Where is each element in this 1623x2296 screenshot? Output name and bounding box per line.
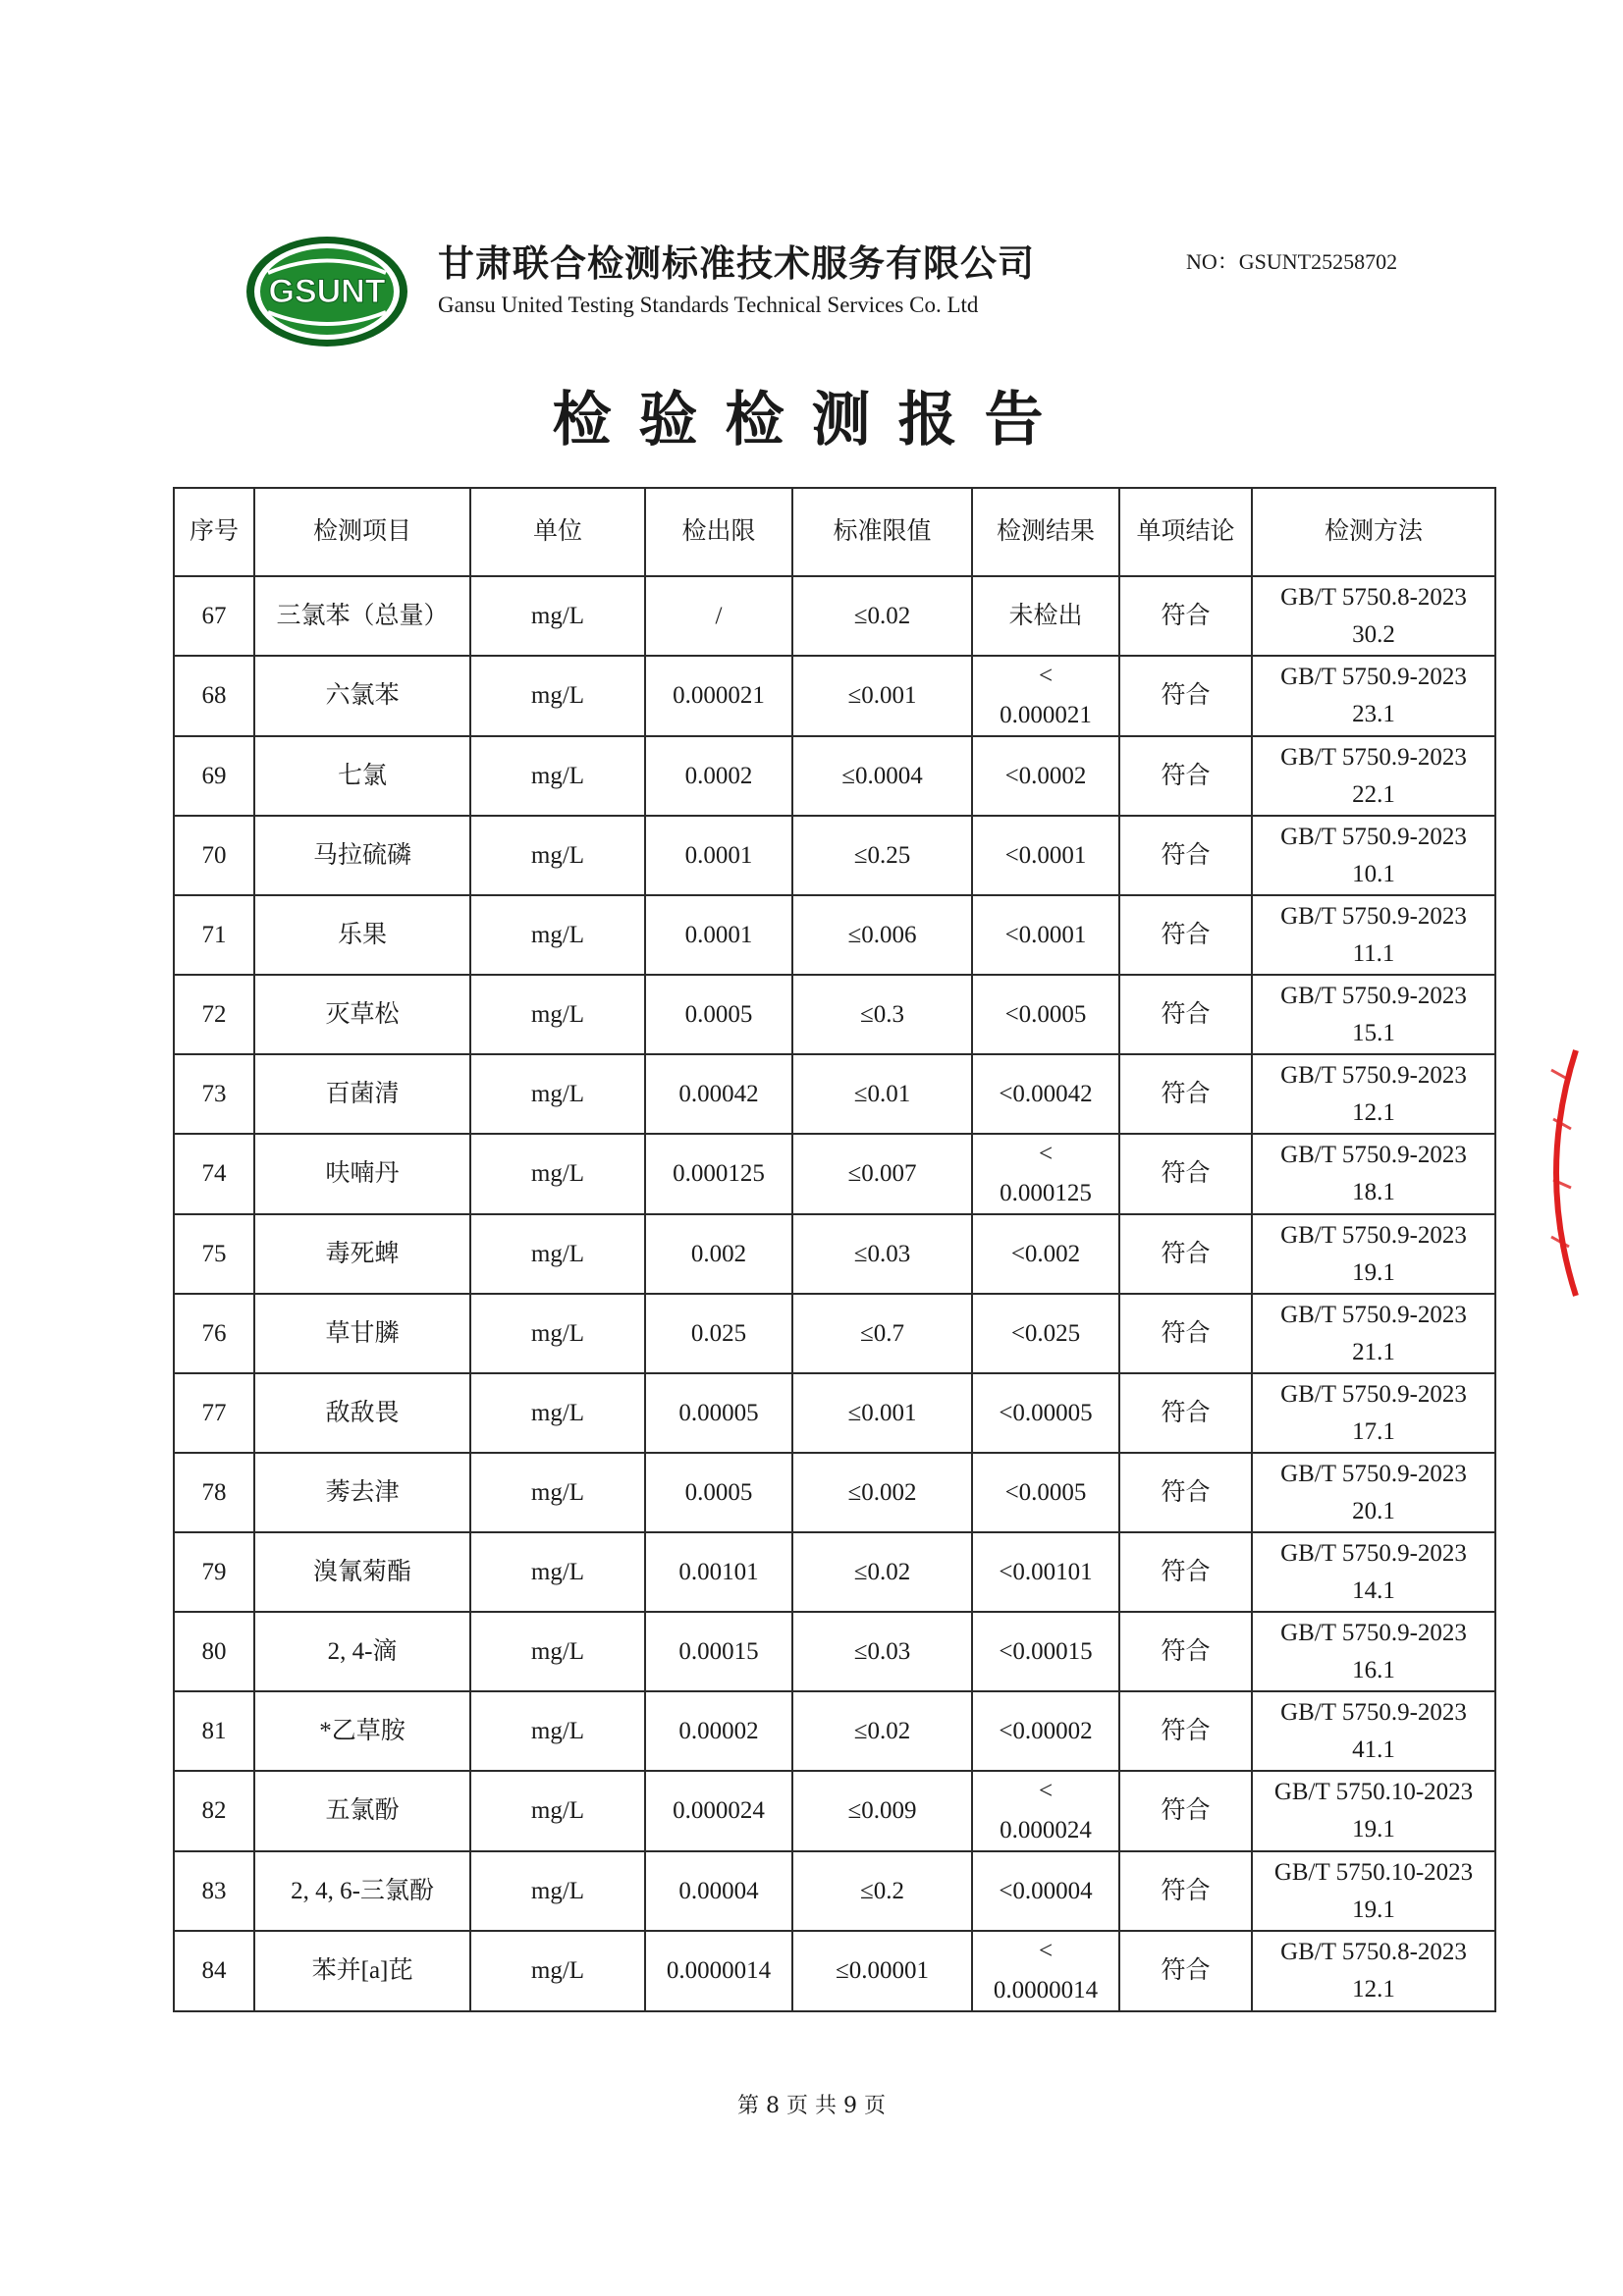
- cell-no: 79: [174, 1532, 254, 1612]
- cell-std-limit: ≤0.00001: [792, 1931, 972, 2011]
- table-row: [174, 1691, 1495, 1771]
- cell-unit: mg/L: [470, 1612, 645, 1691]
- cell-std-limit: ≤0.01: [792, 1054, 972, 1134]
- cell-result: < 0.000021: [972, 656, 1119, 736]
- cell-conclusion: 符合: [1119, 1453, 1252, 1532]
- header-no: 序号: [174, 488, 254, 576]
- cell-item: 2, 4, 6-三氯酚: [254, 1851, 470, 1931]
- method-standard: GB/T 5750.9-2023: [1280, 664, 1467, 690]
- cell-unit: mg/L: [470, 1373, 645, 1453]
- method-clause: 30.2: [1352, 620, 1395, 648]
- cell-conclusion: 符合: [1119, 1054, 1252, 1134]
- cell-method: [1252, 1851, 1495, 1931]
- table-header-row: [174, 488, 1495, 576]
- cell-unit: mg/L: [470, 1532, 645, 1612]
- method-standard: GB/T 5750.9-2023: [1280, 1061, 1467, 1089]
- cell-detect-limit: 0.00042: [645, 1054, 792, 1134]
- method-clause: 18.1: [1352, 1179, 1395, 1205]
- cell-unit: mg/L: [470, 736, 645, 816]
- cell-std-limit: ≤0.02: [792, 1532, 972, 1612]
- method-standard: GB/T 5750.10-2023: [1273, 1779, 1474, 1805]
- table-row: [174, 895, 1495, 975]
- header-unit: 单位: [470, 488, 645, 576]
- method-standard: GB/T 5750.9-2023: [1280, 1301, 1467, 1328]
- cell-no: 74: [174, 1134, 254, 1214]
- cell-no: 82: [174, 1771, 254, 1851]
- cell-std-limit: ≤0.02: [792, 1691, 972, 1771]
- cell-unit: mg/L: [470, 1691, 645, 1771]
- cell-no: 73: [174, 1054, 254, 1134]
- report-header: [243, 234, 1432, 351]
- cell-result: <0.025: [972, 1294, 1119, 1373]
- cell-unit: mg/L: [470, 1134, 645, 1214]
- cell-method: [1252, 1294, 1495, 1373]
- cell-item: 毒死蜱: [254, 1214, 470, 1294]
- method-clause: 16.1: [1352, 1656, 1395, 1683]
- cell-std-limit: ≤0.3: [792, 975, 972, 1054]
- cell-detect-limit: 0.0005: [645, 1453, 792, 1532]
- cell-method: [1252, 1771, 1495, 1851]
- logo-text: GSUNT: [268, 273, 386, 310]
- method-clause: 19.1: [1352, 1258, 1395, 1286]
- cell-result: < 0.000125: [972, 1134, 1119, 1214]
- method-clause: 20.1: [1352, 1497, 1395, 1524]
- cell-std-limit: ≤0.7: [792, 1294, 972, 1373]
- cell-item: 呋喃丹: [254, 1134, 470, 1214]
- cell-unit: mg/L: [470, 1851, 645, 1931]
- red-seal-stamp: [1532, 1041, 1581, 1306]
- cell-item: 草甘膦: [254, 1294, 470, 1373]
- report-title: 检验检测报告: [552, 386, 1071, 454]
- cell-no: 68: [174, 656, 254, 736]
- cell-no: 78: [174, 1453, 254, 1532]
- method-standard: GB/T 5750.10-2023: [1273, 1858, 1474, 1886]
- method-clause: 19.1: [1352, 1816, 1395, 1842]
- cell-unit: mg/L: [470, 816, 645, 895]
- table-body: [174, 576, 1495, 2011]
- table-row: [174, 1931, 1495, 2011]
- cell-conclusion: 符合: [1119, 1134, 1252, 1214]
- cell-method: [1252, 1532, 1495, 1612]
- method-clause: 12.1: [1352, 1976, 1395, 2002]
- header-method: 检测方法: [1252, 488, 1495, 576]
- cell-item: 溴氰菊酯: [254, 1532, 470, 1612]
- cell-item: 灭草松: [254, 975, 470, 1054]
- method-clause: 22.1: [1352, 780, 1395, 808]
- cell-conclusion: 符合: [1119, 1851, 1252, 1931]
- cell-unit: mg/L: [470, 895, 645, 975]
- cell-unit: mg/L: [470, 1054, 645, 1134]
- cell-no: 69: [174, 736, 254, 816]
- cell-item: 三氯苯（总量）: [254, 576, 470, 656]
- cell-unit: mg/L: [470, 576, 645, 656]
- method-clause: 23.1: [1352, 701, 1395, 727]
- cell-result: <0.00002: [972, 1691, 1119, 1771]
- method-standard: GB/T 5750.9-2023: [1280, 1460, 1467, 1487]
- cell-std-limit: ≤0.001: [792, 656, 972, 736]
- cell-unit: mg/L: [470, 1453, 645, 1532]
- cell-method: [1252, 1691, 1495, 1771]
- cell-item: 七氯: [254, 736, 470, 816]
- cell-detect-limit: 0.00004: [645, 1851, 792, 1931]
- table-row: [174, 576, 1495, 656]
- cell-conclusion: 符合: [1119, 1373, 1252, 1453]
- cell-detect-limit: /: [645, 576, 792, 656]
- cell-no: 83: [174, 1851, 254, 1931]
- cell-method: [1252, 975, 1495, 1054]
- cell-detect-limit: 0.00002: [645, 1691, 792, 1771]
- cell-std-limit: ≤0.0004: [792, 736, 972, 816]
- cell-item: 苯并[a]芘: [254, 1931, 470, 2011]
- cell-no: 84: [174, 1931, 254, 2011]
- cell-detect-limit: 0.000024: [645, 1771, 792, 1851]
- cell-item: 六氯苯: [254, 656, 470, 736]
- report-number: NO：GSUNT25258702: [1186, 249, 1398, 274]
- cell-conclusion: 符合: [1119, 1691, 1252, 1771]
- table-row: [174, 816, 1495, 895]
- cell-detect-limit: 0.000021: [645, 656, 792, 736]
- cell-detect-limit: 0.002: [645, 1214, 792, 1294]
- cell-conclusion: 符合: [1119, 1294, 1252, 1373]
- table-row: [174, 1373, 1495, 1453]
- cell-unit: mg/L: [470, 1931, 645, 2011]
- cell-conclusion: 符合: [1119, 1612, 1252, 1691]
- cell-conclusion: 符合: [1119, 576, 1252, 656]
- company-name-cn: 甘肃联合检测标准技术服务有限公司: [438, 241, 1035, 285]
- method-clause: 12.1: [1352, 1098, 1395, 1126]
- cell-detect-limit: 0.0001: [645, 895, 792, 975]
- method-clause: 21.1: [1352, 1338, 1395, 1365]
- method-clause: 15.1: [1352, 1019, 1395, 1046]
- cell-conclusion: 符合: [1119, 656, 1252, 736]
- cell-detect-limit: 0.025: [645, 1294, 792, 1373]
- header-result: 检测结果: [972, 488, 1119, 576]
- table-row: [174, 656, 1495, 736]
- cell-std-limit: ≤0.2: [792, 1851, 972, 1931]
- cell-unit: mg/L: [470, 1294, 645, 1373]
- cell-method: [1252, 816, 1495, 895]
- cell-result: <0.0001: [972, 816, 1119, 895]
- method-standard: GB/T 5750.9-2023: [1280, 982, 1467, 1009]
- cell-conclusion: 符合: [1119, 975, 1252, 1054]
- header-conclusion: 单项结论: [1119, 488, 1252, 576]
- cell-conclusion: 符合: [1119, 1931, 1252, 2011]
- cell-std-limit: ≤0.001: [792, 1373, 972, 1453]
- method-standard: GB/T 5750.9-2023: [1280, 1221, 1467, 1249]
- table-row: [174, 1851, 1495, 1931]
- table-row: [174, 736, 1495, 816]
- method-standard: GB/T 5750.8-2023: [1280, 583, 1467, 611]
- method-clause: 11.1: [1352, 939, 1395, 967]
- cell-result: <0.0005: [972, 975, 1119, 1054]
- cell-method: [1252, 1373, 1495, 1453]
- cell-no: 76: [174, 1294, 254, 1373]
- table-row: [174, 1612, 1495, 1691]
- cell-item: 莠去津: [254, 1453, 470, 1532]
- cell-item: 百菌清: [254, 1054, 470, 1134]
- cell-std-limit: ≤0.03: [792, 1214, 972, 1294]
- table-row: [174, 1532, 1495, 1612]
- cell-unit: mg/L: [470, 1214, 645, 1294]
- cell-item: 2, 4-滴: [254, 1612, 470, 1691]
- method-clause: 14.1: [1352, 1576, 1395, 1604]
- table-row: [174, 975, 1495, 1054]
- table-row: [174, 1294, 1495, 1373]
- cell-no: 72: [174, 975, 254, 1054]
- table-row: [174, 1134, 1495, 1214]
- cell-no: 81: [174, 1691, 254, 1771]
- method-clause: 17.1: [1352, 1417, 1395, 1445]
- header-item: 检测项目: [254, 488, 470, 576]
- company-name-en: Gansu United Testing Standards Technical Services Co. Ltd: [438, 293, 979, 317]
- cell-result: <0.0005: [972, 1453, 1119, 1532]
- page-number: 第 8 页 共 9 页: [737, 2094, 886, 2118]
- cell-result: <0.00042: [972, 1054, 1119, 1134]
- cell-conclusion: 符合: [1119, 1532, 1252, 1612]
- cell-item: 敌敌畏: [254, 1373, 470, 1453]
- cell-item: 五氯酚: [254, 1771, 470, 1851]
- cell-detect-limit: 0.0002: [645, 736, 792, 816]
- method-standard: GB/T 5750.9-2023: [1280, 1142, 1467, 1168]
- method-standard: GB/T 5750.8-2023: [1280, 1939, 1467, 1965]
- cell-detect-limit: 0.000125: [645, 1134, 792, 1214]
- cell-detect-limit: 0.0005: [645, 975, 792, 1054]
- cell-detect-limit: 0.00015: [645, 1612, 792, 1691]
- cell-conclusion: 符合: [1119, 1214, 1252, 1294]
- cell-result: <0.0001: [972, 895, 1119, 975]
- cell-method: [1252, 1612, 1495, 1691]
- method-standard: GB/T 5750.9-2023: [1280, 823, 1467, 850]
- cell-no: 80: [174, 1612, 254, 1691]
- method-standard: GB/T 5750.9-2023: [1280, 1539, 1467, 1567]
- cell-conclusion: 符合: [1119, 895, 1252, 975]
- cell-conclusion: 符合: [1119, 1771, 1252, 1851]
- cell-conclusion: 符合: [1119, 736, 1252, 816]
- method-clause: 10.1: [1352, 860, 1395, 887]
- table-row: [174, 1771, 1495, 1851]
- cell-result: <0.00005: [972, 1373, 1119, 1453]
- cell-no: 67: [174, 576, 254, 656]
- table-row: [174, 1453, 1495, 1532]
- method-standard: GB/T 5750.9-2023: [1280, 743, 1467, 771]
- cell-unit: mg/L: [470, 656, 645, 736]
- cell-result: <0.00015: [972, 1612, 1119, 1691]
- cell-conclusion: 符合: [1119, 816, 1252, 895]
- method-clause: 19.1: [1352, 1896, 1395, 1923]
- table-row: [174, 1214, 1495, 1294]
- cell-method: [1252, 895, 1495, 975]
- cell-std-limit: ≤0.02: [792, 576, 972, 656]
- cell-unit: mg/L: [470, 1771, 645, 1851]
- cell-method: [1252, 1054, 1495, 1134]
- cell-item: *乙草胺: [254, 1691, 470, 1771]
- cell-std-limit: ≤0.002: [792, 1453, 972, 1532]
- cell-no: 77: [174, 1373, 254, 1453]
- cell-method: [1252, 1214, 1495, 1294]
- cell-std-limit: ≤0.03: [792, 1612, 972, 1691]
- cell-result: <0.0002: [972, 736, 1119, 816]
- method-standard: GB/T 5750.9-2023: [1280, 902, 1467, 930]
- cell-unit: mg/L: [470, 975, 645, 1054]
- cell-detect-limit: 0.0001: [645, 816, 792, 895]
- cell-no: 75: [174, 1214, 254, 1294]
- method-standard: GB/T 5750.9-2023: [1280, 1380, 1467, 1408]
- header-std-limit: 标准限值: [792, 488, 972, 576]
- cell-detect-limit: 0.00005: [645, 1373, 792, 1453]
- test-results-table: [173, 487, 1496, 2012]
- cell-std-limit: ≤0.006: [792, 895, 972, 975]
- cell-no: 71: [174, 895, 254, 975]
- cell-detect-limit: 0.0000014: [645, 1931, 792, 2011]
- cell-std-limit: ≤0.009: [792, 1771, 972, 1851]
- method-clause: 41.1: [1352, 1735, 1395, 1763]
- cell-no: 70: [174, 816, 254, 895]
- header-detect-limit: 检出限: [645, 488, 792, 576]
- cell-method: [1252, 1931, 1495, 2011]
- company-logo: [243, 234, 410, 349]
- method-standard: GB/T 5750.9-2023: [1280, 1619, 1467, 1646]
- cell-result: <0.00101: [972, 1532, 1119, 1612]
- cell-result: <0.002: [972, 1214, 1119, 1294]
- cell-method: [1252, 576, 1495, 656]
- cell-result: 未检出: [972, 576, 1119, 656]
- method-standard: GB/T 5750.9-2023: [1280, 1698, 1467, 1726]
- cell-item: 马拉硫磷: [254, 816, 470, 895]
- cell-method: [1252, 736, 1495, 816]
- cell-item: 乐果: [254, 895, 470, 975]
- cell-result: <0.00004: [972, 1851, 1119, 1931]
- cell-std-limit: ≤0.007: [792, 1134, 972, 1214]
- cell-std-limit: ≤0.25: [792, 816, 972, 895]
- table-row: [174, 1054, 1495, 1134]
- cell-method: [1252, 656, 1495, 736]
- cell-detect-limit: 0.00101: [645, 1532, 792, 1612]
- cell-result: < 0.0000014: [972, 1931, 1119, 2011]
- cell-result: < 0.000024: [972, 1771, 1119, 1851]
- cell-method: [1252, 1453, 1495, 1532]
- cell-method: [1252, 1134, 1495, 1214]
